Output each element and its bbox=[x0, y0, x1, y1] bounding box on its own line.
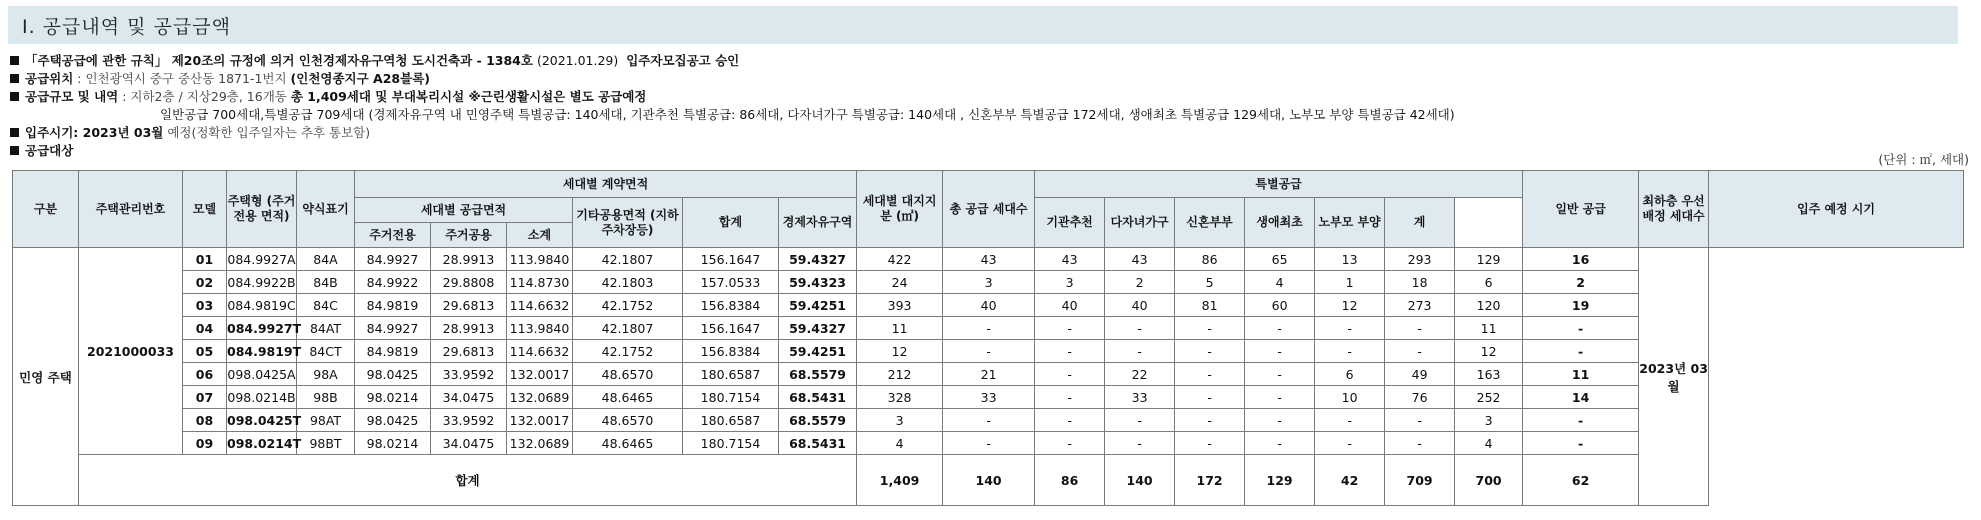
cell-total-units: 4 bbox=[857, 432, 943, 455]
cell-special-0: - bbox=[943, 340, 1035, 363]
cell-total-special-6: 709 bbox=[1385, 455, 1455, 506]
cell-special-3: - bbox=[1175, 409, 1245, 432]
cell-common: 29.8808 bbox=[431, 271, 507, 294]
cell-other-common: 48.6570 bbox=[573, 363, 683, 386]
note-breakdown: 일반공급 700세대,특별공급 709세대 (경제자유구역 내 민영주택 특별공급: 140세대, 기관추천 특별공급: 86세대, 다자녀가구 특별공급: 140세대 , 신혼부부 특별공급 172세대, 생애최초 특별공급 129세대, 노부모 부양 특별공급 42세대) bbox=[160, 107, 1455, 122]
cell-type: 084.9819T bbox=[227, 340, 297, 363]
cell-subtotal: 132.0017 bbox=[507, 363, 573, 386]
cell-exclusive: 84.9819 bbox=[355, 340, 431, 363]
cell-other-common: 42.1803 bbox=[573, 271, 683, 294]
bullet-square-icon bbox=[10, 128, 19, 137]
cell-priority: 14 bbox=[1523, 386, 1639, 409]
th-sp-2: 다자녀가구 bbox=[1105, 198, 1175, 248]
unit-note: (단위 : ㎡, 세대) bbox=[1878, 152, 1969, 167]
cell-land: 68.5431 bbox=[779, 432, 857, 455]
cell-common: 28.9913 bbox=[431, 248, 507, 271]
note-approval-date: (2021.01.29) bbox=[536, 53, 619, 68]
note-approval-suffix: 입주자모집공고 승인 bbox=[626, 53, 740, 68]
cell-exclusive: 84.9819 bbox=[355, 294, 431, 317]
table-body bbox=[13, 248, 1964, 506]
cell-special-4: - bbox=[1245, 409, 1315, 432]
cell-subtotal: 132.0017 bbox=[507, 409, 573, 432]
section-title-bar bbox=[8, 6, 1958, 44]
cell-priority: 11 bbox=[1523, 363, 1639, 386]
cell-special-1: 43 bbox=[1035, 248, 1105, 271]
note-scale-bold: 총 1,409세대 및 부대복리시설 ※근린생활시설은 별도 공급예정 bbox=[290, 89, 647, 104]
th-special: 특별공급 bbox=[1035, 171, 1523, 198]
note-line-5 bbox=[10, 124, 1970, 142]
cell-general: 6 bbox=[1455, 271, 1523, 294]
cell-type: 084.9927T bbox=[227, 317, 297, 340]
cell-special-5: 13 bbox=[1315, 248, 1385, 271]
cell-special-6: 18 bbox=[1385, 271, 1455, 294]
cell-short: 98AT bbox=[297, 409, 355, 432]
th-type: 주택형 (주거전용 면적) bbox=[227, 171, 297, 248]
cell-special-0: - bbox=[943, 409, 1035, 432]
cell-special-3: - bbox=[1175, 386, 1245, 409]
note-line-1 bbox=[10, 52, 1970, 70]
cell-sum: 180.7154 bbox=[683, 386, 779, 409]
cell-special-3: - bbox=[1175, 363, 1245, 386]
cell-gubun: 민영 주택 bbox=[13, 248, 79, 506]
note-location-label: 공급위치 bbox=[25, 71, 74, 86]
cell-sum: 156.1647 bbox=[683, 317, 779, 340]
cell-model: 01 bbox=[183, 248, 227, 271]
cell-short: 84CT bbox=[297, 340, 355, 363]
cell-total-units: 3 bbox=[857, 409, 943, 432]
cell-common: 33.9592 bbox=[431, 363, 507, 386]
cell-model: 07 bbox=[183, 386, 227, 409]
cell-special-0: 33 bbox=[943, 386, 1035, 409]
cell-type: 098.0214T bbox=[227, 432, 297, 455]
cell-exclusive: 98.0214 bbox=[355, 432, 431, 455]
cell-total-units: 328 bbox=[857, 386, 943, 409]
cell-sum: 157.0533 bbox=[683, 271, 779, 294]
table-row bbox=[13, 248, 1964, 271]
cell-special-0: - bbox=[943, 317, 1035, 340]
cell-general: 120 bbox=[1455, 294, 1523, 317]
cell-special-5: 6 bbox=[1315, 363, 1385, 386]
cell-total-label: 합계 bbox=[79, 455, 857, 506]
cell-type: 098.0214B bbox=[227, 386, 297, 409]
cell-subtotal: 114.6632 bbox=[507, 294, 573, 317]
cell-special-1: 40 bbox=[1035, 294, 1105, 317]
cell-special-0: 3 bbox=[943, 271, 1035, 294]
cell-priority: - bbox=[1523, 340, 1639, 363]
cell-special-1: - bbox=[1035, 340, 1105, 363]
note-movein-text: 예정(정확한 입주일자는 추후 통보함) bbox=[163, 125, 371, 140]
cell-special-2: 33 bbox=[1105, 386, 1175, 409]
th-gubun: 구분 bbox=[13, 171, 79, 248]
cell-exclusive: 84.9927 bbox=[355, 317, 431, 340]
note-line-4 bbox=[10, 106, 1970, 124]
cell-special-4: 4 bbox=[1245, 271, 1315, 294]
th-sp-1: 기관추천 bbox=[1035, 198, 1105, 248]
cell-total-special-3: 172 bbox=[1175, 455, 1245, 506]
cell-general: 12 bbox=[1455, 340, 1523, 363]
supply-table bbox=[12, 170, 1964, 506]
cell-special-1: - bbox=[1035, 386, 1105, 409]
cell-other-common: 48.6465 bbox=[573, 432, 683, 455]
cell-total-priority: 62 bbox=[1523, 455, 1639, 506]
cell-land: 68.5579 bbox=[779, 363, 857, 386]
cell-special-0: 21 bbox=[943, 363, 1035, 386]
th-general: 일반 공급 bbox=[1523, 171, 1639, 248]
cell-sum: 180.7154 bbox=[683, 432, 779, 455]
cell-move-in: 2023년 03월 bbox=[1639, 248, 1709, 506]
cell-other-common: 48.6570 bbox=[573, 409, 683, 432]
cell-special-1: - bbox=[1035, 432, 1105, 455]
cell-common: 29.6813 bbox=[431, 294, 507, 317]
cell-general: 163 bbox=[1455, 363, 1523, 386]
note-location-block: (인천영종지구 A28블록) bbox=[290, 71, 430, 86]
cell-subtotal: 132.0689 bbox=[507, 386, 573, 409]
cell-model: 08 bbox=[183, 409, 227, 432]
cell-special-3: - bbox=[1175, 432, 1245, 455]
cell-special-6: - bbox=[1385, 409, 1455, 432]
cell-type: 084.9819C bbox=[227, 294, 297, 317]
note-scale-text: : 지하2층 / 지상29층, 16개동 bbox=[118, 89, 291, 104]
cell-sum: 156.1647 bbox=[683, 248, 779, 271]
cell-short: 98A bbox=[297, 363, 355, 386]
cell-exclusive: 84.9922 bbox=[355, 271, 431, 294]
cell-special-0: 43 bbox=[943, 248, 1035, 271]
cell-total-units: 393 bbox=[857, 294, 943, 317]
cell-total-special-2: 140 bbox=[1105, 455, 1175, 506]
bullet-square-icon bbox=[10, 92, 19, 101]
note-scale-label: 공급규모 및 내역 bbox=[25, 89, 119, 104]
note-line-2 bbox=[10, 70, 1970, 88]
cell-special-5: 10 bbox=[1315, 386, 1385, 409]
cell-special-4: - bbox=[1245, 432, 1315, 455]
cell-short: 98BT bbox=[297, 432, 355, 455]
cell-special-6: - bbox=[1385, 340, 1455, 363]
cell-model: 09 bbox=[183, 432, 227, 455]
cell-special-3: - bbox=[1175, 340, 1245, 363]
cell-total-units: 422 bbox=[857, 248, 943, 271]
cell-special-2: - bbox=[1105, 340, 1175, 363]
cell-special-2: 40 bbox=[1105, 294, 1175, 317]
cell-special-2: 43 bbox=[1105, 248, 1175, 271]
cell-land: 59.4327 bbox=[779, 317, 857, 340]
cell-total-units: 24 bbox=[857, 271, 943, 294]
cell-model: 05 bbox=[183, 340, 227, 363]
cell-other-common: 42.1807 bbox=[573, 317, 683, 340]
cell-special-5: 12 bbox=[1315, 294, 1385, 317]
cell-general: 11 bbox=[1455, 317, 1523, 340]
cell-special-2: 2 bbox=[1105, 271, 1175, 294]
cell-subtotal: 114.6632 bbox=[507, 340, 573, 363]
cell-priority: 16 bbox=[1523, 248, 1639, 271]
cell-total-general: 700 bbox=[1455, 455, 1523, 506]
cell-special-3: 5 bbox=[1175, 271, 1245, 294]
bullet-square-icon bbox=[10, 74, 19, 83]
note-movein-label: 입주시기: 2023년 03월 bbox=[25, 125, 164, 140]
th-other-common: 기타공용면적 (지하주차장등) bbox=[573, 198, 683, 248]
cell-total-units: 11 bbox=[857, 317, 943, 340]
cell-special-1: - bbox=[1035, 363, 1105, 386]
cell-type: 084.9922B bbox=[227, 271, 297, 294]
cell-priority: - bbox=[1523, 432, 1639, 455]
cell-special-4: - bbox=[1245, 340, 1315, 363]
cell-total-units: 212 bbox=[857, 363, 943, 386]
cell-subtotal: 113.9840 bbox=[507, 317, 573, 340]
cell-special-4: 65 bbox=[1245, 248, 1315, 271]
cell-special-6: 76 bbox=[1385, 386, 1455, 409]
cell-common: 33.9592 bbox=[431, 409, 507, 432]
th-sp-5: 노부모 부양 bbox=[1315, 198, 1385, 248]
cell-special-6: 293 bbox=[1385, 248, 1455, 271]
th-short: 약식표기 bbox=[297, 171, 355, 248]
cell-priority: - bbox=[1523, 317, 1639, 340]
cell-common: 34.0475 bbox=[431, 386, 507, 409]
cell-priority: - bbox=[1523, 409, 1639, 432]
cell-general: 252 bbox=[1455, 386, 1523, 409]
cell-sum: 180.6587 bbox=[683, 363, 779, 386]
note-location-text: : 인천광역시 중구 중산동 1871-1번지 bbox=[73, 71, 291, 86]
cell-general: 4 bbox=[1455, 432, 1523, 455]
cell-common: 28.9913 bbox=[431, 317, 507, 340]
cell-short: 84A bbox=[297, 248, 355, 271]
th-model: 모델 bbox=[183, 171, 227, 248]
cell-model: 06 bbox=[183, 363, 227, 386]
cell-type: 098.0425A bbox=[227, 363, 297, 386]
cell-special-3: 86 bbox=[1175, 248, 1245, 271]
cell-common: 29.6813 bbox=[431, 340, 507, 363]
cell-special-6: - bbox=[1385, 317, 1455, 340]
cell-sum: 156.8384 bbox=[683, 294, 779, 317]
cell-other-common: 42.1752 bbox=[573, 340, 683, 363]
note-target-label: 공급대상 bbox=[25, 143, 74, 158]
cell-general: 129 bbox=[1455, 248, 1523, 271]
cell-other-common: 48.6465 bbox=[573, 386, 683, 409]
cell-special-5: 1 bbox=[1315, 271, 1385, 294]
cell-exclusive: 98.0214 bbox=[355, 386, 431, 409]
th-supply-area: 세대별 공급면적 bbox=[355, 198, 573, 223]
cell-other-common: 42.1752 bbox=[573, 294, 683, 317]
cell-common: 34.0475 bbox=[431, 432, 507, 455]
th-move-in: 입주 예정 시기 bbox=[1709, 171, 1964, 248]
cell-total-special-5: 42 bbox=[1315, 455, 1385, 506]
cell-model: 04 bbox=[183, 317, 227, 340]
cell-mgmt-no: 2021000033 bbox=[79, 248, 183, 455]
cell-sum: 156.8384 bbox=[683, 340, 779, 363]
cell-other-common: 42.1807 bbox=[573, 248, 683, 271]
cell-total-special-0: 140 bbox=[943, 455, 1035, 506]
cell-special-3: - bbox=[1175, 317, 1245, 340]
cell-exclusive: 98.0425 bbox=[355, 363, 431, 386]
th-sp-3: 신혼부부 bbox=[1175, 198, 1245, 248]
cell-special-6: 49 bbox=[1385, 363, 1455, 386]
cell-special-5: - bbox=[1315, 340, 1385, 363]
cell-special-0: - bbox=[943, 432, 1035, 455]
cell-special-1: 3 bbox=[1035, 271, 1105, 294]
cell-exclusive: 98.0425 bbox=[355, 409, 431, 432]
cell-special-0: 40 bbox=[943, 294, 1035, 317]
th-sum: 합계 bbox=[683, 198, 779, 248]
cell-priority: 19 bbox=[1523, 294, 1639, 317]
note-line-6 bbox=[10, 142, 1970, 160]
cell-general: 3 bbox=[1455, 409, 1523, 432]
cell-special-2: - bbox=[1105, 317, 1175, 340]
th-exclusive: 주거전용 bbox=[355, 223, 431, 248]
cell-subtotal: 113.9840 bbox=[507, 248, 573, 271]
cell-land: 68.5579 bbox=[779, 409, 857, 432]
cell-special-2: - bbox=[1105, 432, 1175, 455]
cell-total-units-sum: 1,409 bbox=[857, 455, 943, 506]
cell-land: 59.4251 bbox=[779, 340, 857, 363]
cell-short: 98B bbox=[297, 386, 355, 409]
th-contract-area: 세대별 계약면적 bbox=[355, 171, 857, 198]
cell-special-5: - bbox=[1315, 409, 1385, 432]
cell-short: 84B bbox=[297, 271, 355, 294]
cell-special-2: 22 bbox=[1105, 363, 1175, 386]
cell-total-special-1: 86 bbox=[1035, 455, 1105, 506]
cell-exclusive: 84.9927 bbox=[355, 248, 431, 271]
cell-special-3: 81 bbox=[1175, 294, 1245, 317]
th-sp-6: 계 bbox=[1385, 198, 1455, 248]
th-sp-0: 경제자유구역 bbox=[779, 198, 857, 248]
cell-special-2: - bbox=[1105, 409, 1175, 432]
cell-special-4: - bbox=[1245, 386, 1315, 409]
cell-short: 84AT bbox=[297, 317, 355, 340]
th-priority: 최하층 우선배정 세대수 bbox=[1639, 171, 1709, 248]
cell-special-4: - bbox=[1245, 317, 1315, 340]
th-sp-4: 생애최초 bbox=[1245, 198, 1315, 248]
cell-model: 03 bbox=[183, 294, 227, 317]
th-common: 주거공용 bbox=[431, 223, 507, 248]
th-total-units: 총 공급 세대수 bbox=[943, 171, 1035, 248]
cell-special-1: - bbox=[1035, 317, 1105, 340]
cell-land: 59.4327 bbox=[779, 248, 857, 271]
section-title: Ⅰ. 공급내역 및 공급금액 bbox=[22, 16, 231, 38]
cell-special-6: 273 bbox=[1385, 294, 1455, 317]
cell-subtotal: 132.0689 bbox=[507, 432, 573, 455]
cell-short: 84C bbox=[297, 294, 355, 317]
th-subtotal: 소계 bbox=[507, 223, 573, 248]
cell-special-4: - bbox=[1245, 363, 1315, 386]
cell-land: 68.5431 bbox=[779, 386, 857, 409]
cell-special-5: - bbox=[1315, 317, 1385, 340]
bullet-square-icon bbox=[10, 146, 19, 155]
cell-subtotal: 114.8730 bbox=[507, 271, 573, 294]
cell-type: 084.9927A bbox=[227, 248, 297, 271]
cell-model: 02 bbox=[183, 271, 227, 294]
cell-special-1: - bbox=[1035, 409, 1105, 432]
th-mgmt-no: 주택관리번호 bbox=[79, 171, 183, 248]
cell-land: 59.4323 bbox=[779, 271, 857, 294]
note-approval: 「주택공급에 관한 규칙」 제20조의 규정에 의거 인천경제자유구역청 도시건축과 - 1384호 bbox=[25, 53, 533, 68]
cell-special-5: - bbox=[1315, 432, 1385, 455]
cell-special-4: 60 bbox=[1245, 294, 1315, 317]
th-land: 세대별 대지지분 (㎡) bbox=[857, 171, 943, 248]
cell-total-units: 12 bbox=[857, 340, 943, 363]
bullet-square-icon bbox=[10, 56, 19, 65]
cell-total-special-4: 129 bbox=[1245, 455, 1315, 506]
cell-sum: 180.6587 bbox=[683, 409, 779, 432]
notes bbox=[10, 52, 1970, 160]
cell-land: 59.4251 bbox=[779, 294, 857, 317]
cell-type: 098.0425T bbox=[227, 409, 297, 432]
cell-priority: 2 bbox=[1523, 271, 1639, 294]
note-line-3 bbox=[10, 88, 1970, 106]
cell-special-6: - bbox=[1385, 432, 1455, 455]
